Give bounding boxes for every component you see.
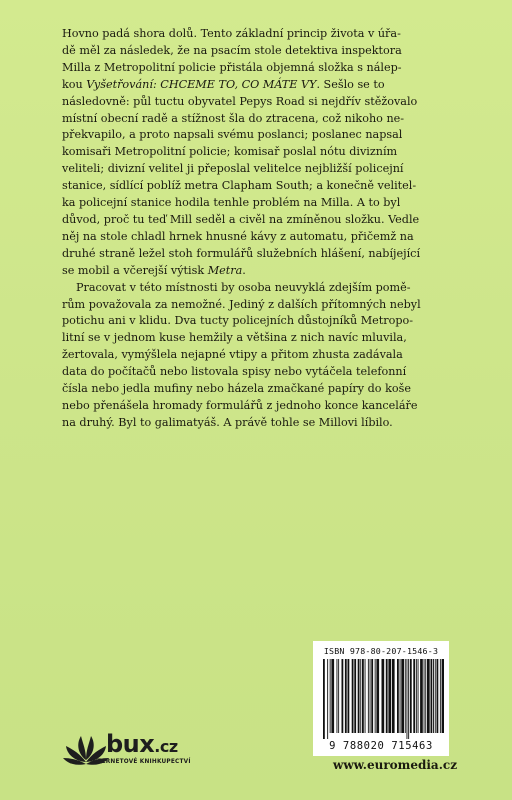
publisher-website: www.euromedia.cz [333, 758, 458, 772]
isbn-label: ISBN 978-80-207-1546-3 [323, 646, 439, 656]
line: následovně: půl tuctu obyvatel Pepys Road si nejdřív stěžovalo [62, 94, 418, 108]
barcode-bar [413, 659, 415, 733]
barcode-bar [442, 659, 444, 733]
line: . Sešlo se to [316, 77, 385, 91]
paragraph-1 [62, 26, 460, 280]
barcode-bar [368, 659, 369, 733]
barcode-digits: 9 788020 715463 [329, 740, 433, 752]
barcode-bar [371, 659, 373, 733]
italic-title: Vyšetřování: CHCEME TO, CO MÁTE VY [86, 77, 317, 91]
barcode-bar [370, 659, 371, 733]
line: stanice, sídlící poblíž metra Clapham South; a konečně velitel- [62, 179, 417, 193]
barcode-bar [345, 659, 347, 733]
barcode-bar [433, 659, 434, 733]
line: Pracovat v této místnosti by osoba neuvyklá zdejším pomě- [76, 280, 411, 294]
line: potichu ani v klidu. Dva tucty policejních důstojníků Metropo- [62, 314, 414, 328]
barcode-bar [338, 659, 339, 733]
line: dě měl za následek, že na psacím stole detektiva inspektora [62, 43, 402, 57]
barcode-bar [437, 659, 439, 733]
barcode-bar [397, 659, 399, 733]
barcode-bar [330, 659, 331, 733]
paragraph-2 [62, 280, 460, 432]
barcode-bar [358, 659, 360, 733]
barcode-bar [427, 659, 430, 733]
line: kou [62, 77, 87, 91]
barcode-bar [408, 659, 409, 739]
line: rům považovala za nemožné. Jediný z dalších přítomných nebyl [62, 297, 421, 311]
line: druhé straně ležel stoh formulářů služebních hlášení, nabíjející [62, 246, 421, 260]
barcode-bar [400, 659, 401, 733]
barcode-bar [407, 659, 408, 739]
barcode-bar [424, 659, 425, 733]
line: žertovala, vymýšlela nejapné vtipy a přitom zhusta zadávala [62, 348, 403, 362]
barcode-bar [362, 659, 364, 733]
line: Hovno padá shora dolů. Tento základní princip života v úřa- [62, 27, 401, 40]
barcode-bars [322, 659, 444, 739]
barcode-bar [354, 659, 356, 733]
line: Milla z Metropolitní policie přistála objemná složka s nálep- [62, 60, 402, 74]
barcode-bar [401, 659, 404, 733]
barcode-bar [348, 659, 350, 733]
barcode-bar [327, 659, 328, 739]
line: . [242, 263, 246, 277]
italic-newspaper: Metra [207, 263, 243, 277]
line: na druhý. Byl to galimatyáš. A právě tohle se Millovi líbilo. [62, 415, 393, 429]
barcode-bar [376, 659, 379, 733]
line: místní obecní radě a stížnost šla do ztracena, což nikoho ne- [62, 111, 405, 125]
line: nebo přenášela hromady formulářů z jednoho konce kanceláře [62, 398, 418, 412]
barcode-bar [388, 659, 391, 733]
line: veliteli; divizní velitel ji přeposlal velitelce nejbližší policejní [62, 162, 404, 176]
barcode-bar [420, 659, 423, 733]
barcode-bar [382, 659, 385, 733]
barcode-bar [392, 659, 395, 733]
line: se mobil a včerejší výtisk [62, 263, 208, 277]
barcode-bar [410, 659, 412, 733]
barcode-bar [352, 659, 354, 733]
line: ka policejní stanice hodila tenhle problém na Milla. A to byl [62, 196, 401, 210]
logo-tagline: INTERNETOVÉ KNIHKUPECTVÍ [90, 759, 191, 765]
line: čísla nebo jedla mufiny nebo házela zmačkané papíry do koše [62, 382, 411, 396]
publisher-logo [106, 730, 178, 758]
barcode-bar [440, 659, 441, 733]
barcode-bar [360, 659, 361, 733]
barcode-bar [386, 659, 388, 733]
barcode-bar [431, 659, 433, 733]
line: komisaři Metropolitní policie; komisař poslal nótu divizním [62, 145, 398, 159]
barcode-bar [435, 659, 436, 733]
barcode-bar [418, 659, 419, 733]
barcode-bar [342, 659, 344, 733]
barcode-bar [375, 659, 376, 733]
line: data do počítačů nebo listovala spisy nebo vytáčela telefonní [62, 365, 407, 379]
logo-tld: .cz [154, 737, 178, 756]
barcode-bar [405, 659, 406, 733]
barcode-bar [331, 659, 334, 733]
line: něj na stole chladl hrnek hnusné kávy z automatu, přičemž na [62, 229, 414, 243]
barcode-bar [337, 659, 338, 733]
barcode-bar [416, 659, 417, 733]
barcode-bar [365, 659, 366, 733]
barcode-bar [425, 659, 426, 733]
logo-name: bux [106, 730, 155, 758]
barcode-bar [323, 659, 325, 739]
line: překvapilo, a proto napsali svému poslanci; poslanec napsal [62, 128, 403, 142]
blurb-text [62, 26, 460, 432]
line: důvod, proč tu teď Mill seděl a civěl na zmíněnou složku. Vedle [62, 212, 420, 226]
line: litní se v jednom kuse hemžily a většina z nich navíc mluvila, [62, 331, 407, 345]
